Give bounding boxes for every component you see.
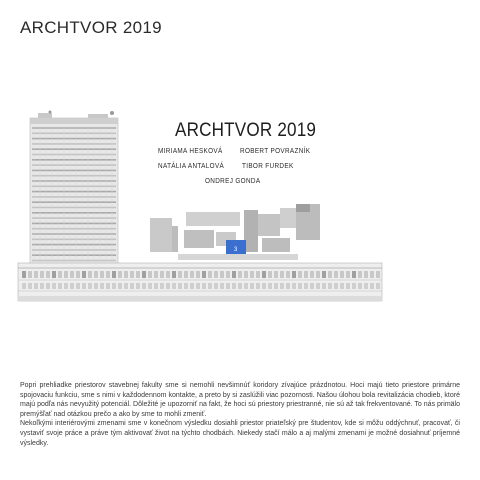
author-name: MIRIAMA HESKOVÁ (158, 146, 223, 155)
facade-window (82, 271, 86, 278)
facade-window (166, 271, 170, 278)
facade-window (286, 271, 290, 278)
facade-window (250, 271, 254, 278)
facade-window (376, 271, 380, 278)
facade-window (52, 271, 56, 278)
tower-block (30, 111, 118, 269)
facade-window (226, 271, 230, 278)
facade-window (214, 271, 218, 278)
facade-window (34, 271, 38, 278)
facade-window (196, 283, 200, 289)
facade-window (40, 283, 44, 289)
facade-window (256, 283, 260, 289)
facade-window (346, 283, 350, 289)
facade-window (124, 271, 128, 278)
facade-window (118, 283, 122, 289)
facade-window (106, 283, 110, 289)
facade-window (238, 283, 242, 289)
facade-window (334, 271, 338, 278)
facade-window (322, 283, 326, 289)
facade-window (346, 271, 350, 278)
facade-window (40, 271, 44, 278)
author-name: ROBERT POVRAZNÍK (240, 146, 311, 155)
facade-window (328, 283, 332, 289)
facade-window (52, 283, 56, 289)
facade-window (298, 283, 302, 289)
facade-window (28, 283, 32, 289)
facade-window (58, 283, 62, 289)
facade-window (220, 271, 224, 278)
facade-window (370, 283, 374, 289)
facade-window (334, 283, 338, 289)
corridor-marker-label: 3 (234, 247, 238, 253)
facade-window (178, 283, 182, 289)
facade-window (244, 271, 248, 278)
facade-window (202, 271, 206, 278)
facade-window (292, 283, 296, 289)
facade-window (232, 283, 236, 289)
facade-window (286, 283, 290, 289)
facade-window (298, 271, 302, 278)
description-paragraph: Nekoľkými interiérovými zmenami sme v konečnom výsledku dosiahli priestor priateľský pre študentov, kde si môžu oddýchnuť, pracovať, či vystaviť svoje práce a práve tým aktivovať život na týchto chodbách. Niekedy stačí málo a aj malými zmenami je možné dosiahnuť príjemné výsledky. (20, 420, 460, 447)
facade-window (70, 283, 74, 289)
facade-window (94, 271, 98, 278)
facade-window (88, 283, 92, 289)
facade-window (28, 271, 32, 278)
facade-window (196, 271, 200, 278)
facade-window (112, 283, 116, 289)
facade-window (160, 271, 164, 278)
facade-window (124, 283, 128, 289)
facade-window (130, 283, 134, 289)
facade-window (274, 283, 278, 289)
facade-window (34, 283, 38, 289)
facade-window (160, 283, 164, 289)
facade-window (64, 271, 68, 278)
description-paragraph: Popri prehliadke priestorov stavebnej fakulty sme si nemohli nevšimnúť koridory zívajúce prázdnotou. Hoci majú tieto priestore primárne spojovaciu funkciu, sme s nimi v každodennom kontakte, a preto by si zaslúžili viac pozornosti. Našou úlohou bola revitalizácia chodieb, ktoré majú podľa nás nevyužitý potenciál. Dôležité je upozorniť na fakt, že hoci sú priestory priestranné, nie sú až tak frekventované. To nás primälo premýšľať nad otázkou prečo a ako by sme to mohli zmeniť. (20, 382, 460, 418)
facade-window (178, 271, 182, 278)
facade-window (142, 283, 146, 289)
facade-window (130, 271, 134, 278)
facade-window (154, 271, 158, 278)
facade-window (148, 271, 152, 278)
facade-window (280, 283, 284, 289)
facade-window (142, 271, 146, 278)
author-name: NATÁLIA ANTALOVÁ (158, 161, 225, 170)
facade-window (172, 283, 176, 289)
facade-window (64, 283, 68, 289)
facade-window (94, 283, 98, 289)
facade-window (70, 271, 74, 278)
facade-window (82, 283, 86, 289)
facade-window (268, 283, 272, 289)
facade-window (46, 283, 50, 289)
facade-window (322, 271, 326, 278)
facade-window (58, 271, 62, 278)
facade-window (352, 271, 356, 278)
facade-window (154, 283, 158, 289)
facade-window (76, 283, 80, 289)
facade-window (256, 271, 260, 278)
facade-window (328, 271, 332, 278)
facade-window (106, 271, 110, 278)
facade-window (208, 271, 212, 278)
facade-window (214, 283, 218, 289)
facade-window (232, 271, 236, 278)
facade-window (202, 283, 206, 289)
facade-window (262, 271, 266, 278)
poster-title: ARCHTVOR 2019 (175, 120, 317, 141)
facade-window (190, 283, 194, 289)
facade-window (316, 283, 320, 289)
facade-window (352, 283, 356, 289)
facade-window (274, 271, 278, 278)
facade-window (136, 283, 140, 289)
project-description (20, 381, 460, 448)
corridor-plan (150, 204, 320, 260)
facade-window (304, 283, 308, 289)
facade-window (262, 283, 266, 289)
facade-window (358, 271, 362, 278)
facade-window (250, 283, 254, 289)
facade-window (238, 271, 242, 278)
facade-window (226, 283, 230, 289)
facade-window (340, 283, 344, 289)
facade-window (100, 283, 104, 289)
facade-window (76, 271, 80, 278)
facade-window (358, 283, 362, 289)
facade-window (316, 271, 320, 278)
facade-window (340, 271, 344, 278)
facade-window (280, 271, 284, 278)
facade-window (118, 271, 122, 278)
facade-window (112, 271, 116, 278)
facade-window (148, 283, 152, 289)
facade-window (22, 283, 26, 289)
facade-window (364, 283, 368, 289)
facade-window (376, 283, 380, 289)
facade-window (172, 271, 176, 278)
author-name: TIBOR FURDEK (242, 161, 294, 170)
facade-window (184, 271, 188, 278)
facade-window (244, 283, 248, 289)
facade-window (166, 283, 170, 289)
facade-window (292, 271, 296, 278)
facade-window (22, 271, 26, 278)
facade-window (220, 283, 224, 289)
facade-window (310, 271, 314, 278)
facade-window (370, 271, 374, 278)
facade-window (184, 283, 188, 289)
facade-window (190, 271, 194, 278)
author-name: ONDREJ GONDA (205, 176, 261, 185)
facade-window (208, 283, 212, 289)
facade-window (46, 271, 50, 278)
page-title: ARCHTVOR 2019 (20, 18, 162, 37)
facade-window (364, 271, 368, 278)
low-block (18, 263, 382, 301)
facade-window (88, 271, 92, 278)
facade-window (310, 283, 314, 289)
facade-window (100, 271, 104, 278)
facade-window (268, 271, 272, 278)
facade-window (136, 271, 140, 278)
facade-window (304, 271, 308, 278)
